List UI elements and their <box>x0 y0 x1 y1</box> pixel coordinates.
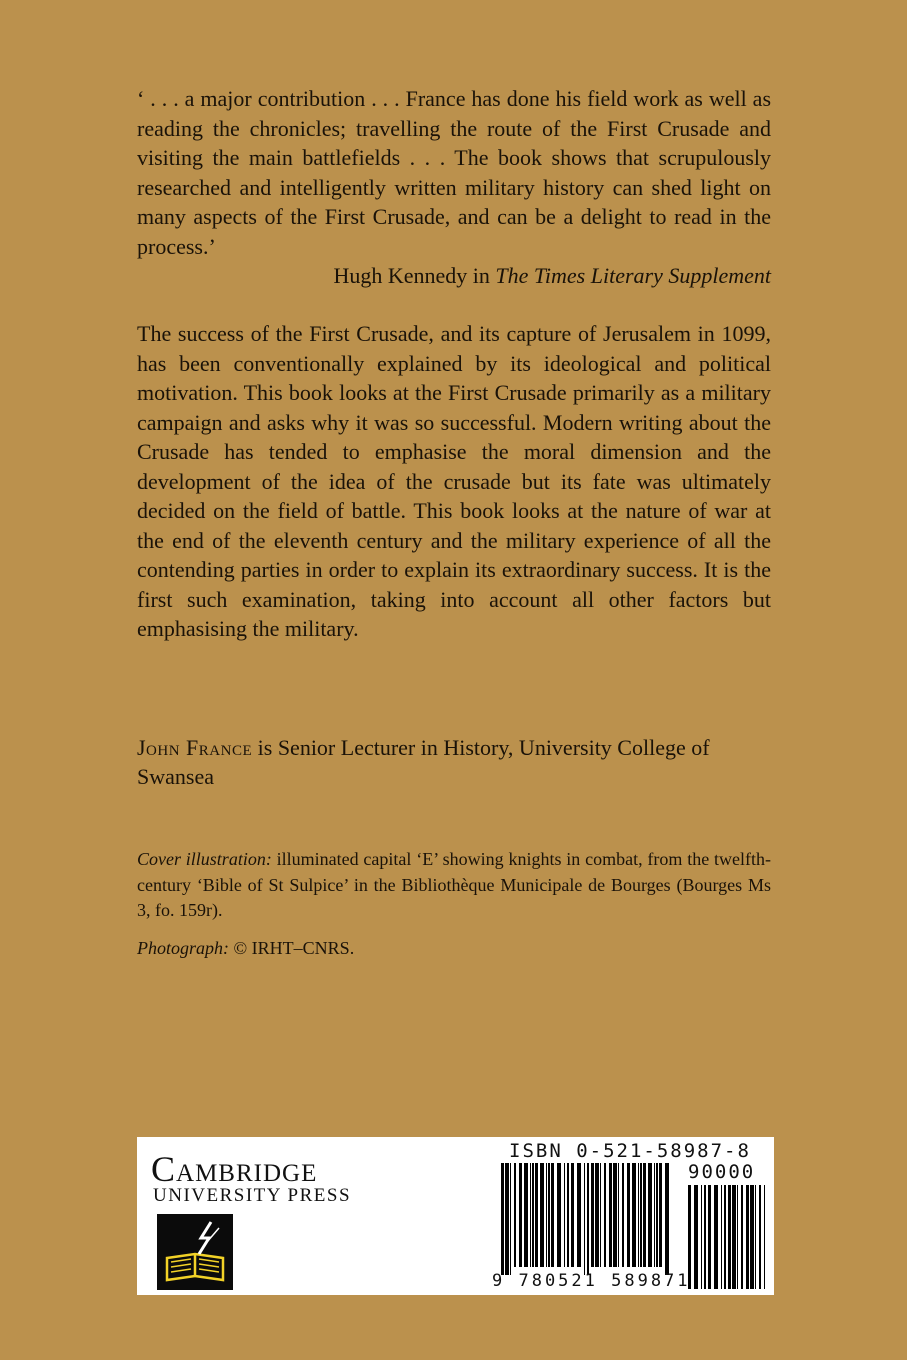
barcode-bar <box>551 1163 554 1267</box>
cover-credit-text: illuminated capital ‘E’ showing knights in combat, from the twelfth-century ‘Bible of St Sulpice’ in the Bibliothèque Municipale de Bourges (Bourges Ms 3, fo. 159r). <box>137 849 771 920</box>
barcode-bar <box>532 1163 534 1267</box>
barcode-bar <box>567 1163 569 1267</box>
barcode-bar <box>530 1163 531 1267</box>
barcode-bar <box>704 1185 706 1289</box>
barcode-bar <box>622 1163 624 1267</box>
credits <box>137 847 771 961</box>
photo-credit-text: © IRHT–CNRS. <box>229 937 355 958</box>
barcode-bar <box>656 1163 658 1267</box>
barcode-bar <box>618 1163 619 1267</box>
quote-text: ‘ . . . a major contribution . . . France has done his field work as well as reading the chronicles; travelling the route of the First Crusade and visiting the main battlefields . . . The book shows that scrupulously researched and intelligently written military history can shed light on many aspects of the First Crusade, and can be a delight to read in the process.’ <box>137 86 771 259</box>
barcode-bar <box>540 1163 544 1267</box>
barcode-bar <box>654 1163 655 1267</box>
barcode-bar <box>732 1185 736 1289</box>
barcode-bar <box>737 1185 738 1289</box>
barcode-bar <box>557 1163 561 1267</box>
author-bio-text: is Senior Lecturer in History, University College of Swansea <box>137 735 710 789</box>
barcode-bar <box>577 1163 581 1267</box>
publisher-name: Cambridge <box>151 1149 318 1189</box>
barcode-bar <box>708 1185 711 1289</box>
barcode-bar <box>659 1163 662 1267</box>
barcode-bar <box>548 1163 550 1267</box>
barcode-bar <box>759 1185 761 1289</box>
review-quote <box>137 84 771 291</box>
barcode-bar <box>564 1163 565 1267</box>
barcode-bar <box>519 1163 522 1267</box>
barcode-bar <box>510 1163 511 1275</box>
barcode-bar <box>591 1163 594 1267</box>
barcode-bar <box>640 1163 642 1267</box>
barcode-bar <box>728 1185 731 1289</box>
barcode-bar <box>595 1163 599 1267</box>
photo-credit-label: Photograph: <box>137 937 229 958</box>
barcode-bar <box>764 1185 765 1289</box>
barcode-bar <box>609 1163 612 1267</box>
barcode-bar <box>613 1163 617 1267</box>
barcode-bar <box>627 1163 630 1267</box>
barcode-bar <box>584 1163 585 1275</box>
barcode-bar <box>694 1185 698 1289</box>
barcode-bar <box>501 1163 504 1275</box>
book-description: The success of the First Crusade, and its capture of Jerusalem in 1099, has been conventionally explained by its ideological and political motivation. This book looks at the First Crusade primarily as a military campaign and asks why it was so successful. Modern writing about the Crusade has tended to emphasise the moral dimension and the development of the idea of the crusade but its fate was ultimately decided on the field of battle. This book looks at the nature of war at the end of the eleventh century and the military experience of all the contending parties in order to explain its extraordinary success. It is the first such examination, taking into account all other factors but emphasising the military. <box>137 321 771 641</box>
barcode-bar <box>724 1185 726 1289</box>
barcode-bar <box>746 1185 749 1289</box>
barcode-bar <box>638 1163 639 1267</box>
barcode-bar <box>643 1163 646 1267</box>
barcode-bar <box>524 1163 528 1267</box>
quote-attribution <box>137 261 771 291</box>
price-addon-digits: 90000 <box>688 1161 756 1183</box>
barcode-bar <box>587 1163 589 1275</box>
barcode-panel <box>137 1137 774 1295</box>
isbn-number: ISBN 0-521-58987-8 <box>509 1140 751 1162</box>
barcode-bar <box>755 1185 756 1289</box>
attribution-source: The Times Literary Supplement <box>495 263 771 288</box>
attribution-author: Hugh Kennedy in <box>333 263 490 288</box>
author-bio <box>137 733 771 791</box>
barcode-bar <box>505 1163 509 1275</box>
barcode-bar <box>648 1163 652 1267</box>
barcode-bar <box>750 1185 754 1289</box>
barcode-bar <box>741 1185 743 1289</box>
barcode-bar <box>721 1185 722 1289</box>
barcode-bar <box>632 1163 636 1267</box>
barcode-bar <box>571 1163 574 1267</box>
author-name: John France <box>137 735 253 760</box>
barcode-bar <box>535 1163 538 1267</box>
barcode-bar <box>665 1163 669 1275</box>
barcode-bar <box>714 1185 718 1289</box>
ean-digits: 9 780521 589871 <box>492 1271 691 1291</box>
barcode-bar <box>600 1163 601 1267</box>
barcode-bar <box>604 1163 606 1267</box>
cover-credit-label: Cover illustration: <box>137 849 272 869</box>
barcode-bar <box>546 1163 547 1267</box>
publisher-subtitle: UNIVERSITY PRESS <box>153 1185 352 1206</box>
photo-credit <box>137 936 771 962</box>
barcode-bar <box>701 1185 702 1289</box>
cover-credit <box>137 847 771 924</box>
barcode-bar <box>514 1163 516 1267</box>
